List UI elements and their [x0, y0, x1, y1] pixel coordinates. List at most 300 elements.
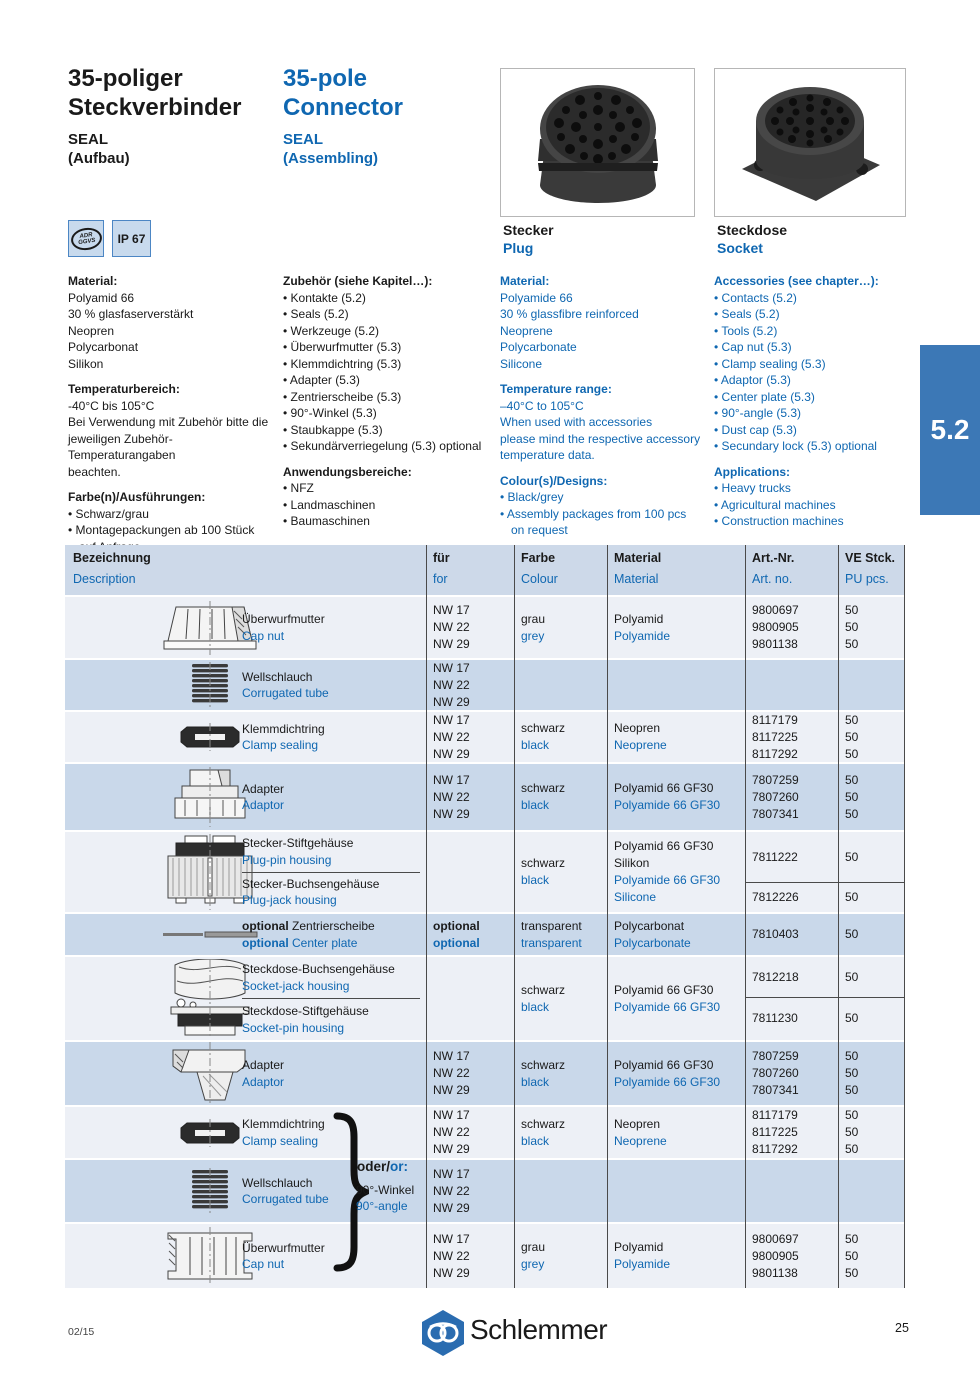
cell-artnr	[745, 1160, 838, 1222]
cell-material	[607, 597, 745, 658]
name-pair	[242, 669, 420, 702]
art-number: 9801138	[752, 1265, 798, 1280]
corrugated-tube-drawing	[175, 1168, 245, 1214]
art-group	[745, 712, 838, 763]
info-line: • Tools (5.2)	[714, 323, 778, 338]
item-name-en: Socket-pin housing	[242, 1020, 345, 1035]
ve-group	[838, 832, 905, 882]
cell-material	[607, 660, 745, 710]
plug-caption-de: Stecker	[503, 222, 554, 238]
info-line: Neoprene	[500, 323, 553, 338]
fuer-line: NW 22	[433, 677, 470, 692]
material-en: Polycarbonate	[614, 935, 691, 950]
col-ve	[838, 545, 905, 595]
art-number: 8117179	[752, 1108, 798, 1122]
or-label-de: oder/	[357, 1159, 391, 1174]
adr-ggvs-icon	[69, 225, 103, 251]
name-pair	[242, 1057, 420, 1090]
info-line: • 90°-Winkel (5.3)	[283, 406, 377, 420]
info-heading: Material:	[68, 274, 118, 288]
ve-group	[838, 1042, 905, 1105]
fuer-line: NW 29	[433, 806, 470, 821]
info-line: • Secundary lock (5.3) optional	[714, 439, 877, 453]
col-fuer-de: für	[433, 551, 450, 565]
fuer-line: NW 29	[433, 1200, 470, 1215]
or-label	[357, 1159, 408, 1174]
item-name-en: Clamp sealing	[242, 738, 319, 752]
info-line: 30 % glasfaserverstärkt	[68, 307, 194, 321]
cell-artnr	[745, 660, 838, 710]
material-en: Polyamide	[614, 628, 671, 643]
cell-artnr	[745, 957, 838, 1040]
cell-fuer	[426, 832, 514, 912]
info-line: • NFZ	[283, 481, 314, 495]
issue-date: 02/15	[68, 1326, 95, 1338]
section-tab-5-2	[920, 345, 980, 515]
art-group	[745, 1107, 838, 1158]
art-group	[745, 597, 838, 658]
cell-ve	[838, 957, 905, 1040]
cell-material	[607, 914, 745, 955]
col-material-de: Material	[614, 551, 662, 565]
art-number: 7807341	[752, 1083, 799, 1097]
cell-bezeichnung	[65, 1042, 426, 1105]
item-name-de: Klemmdichtring	[242, 721, 325, 736]
subtitle-en-1: SEAL	[283, 131, 324, 148]
cell-artnr	[745, 1042, 838, 1105]
info-line: • Assembly packages from 100 pcs	[500, 506, 687, 521]
pu-qty: 50	[845, 849, 859, 864]
info-heading: Zubehör (siehe Kapitel…):	[283, 274, 433, 288]
info-line: • Landmaschinen	[283, 497, 376, 512]
ve-group	[838, 597, 905, 658]
subtitle-de-2: (Aufbau)	[68, 150, 130, 167]
cell-material	[607, 957, 745, 1040]
cell-bezeichnung	[65, 1107, 426, 1158]
art-number: 8117292	[752, 746, 798, 761]
info-heading: Temperature range:	[500, 382, 612, 396]
fuer-line: NW 22	[433, 1125, 470, 1139]
ve-group	[838, 882, 905, 912]
table-header	[65, 545, 905, 595]
title-de-line1: 35-poliger	[68, 65, 183, 92]
info-line: • Agricultural machines	[714, 497, 836, 512]
cell-artnr	[745, 832, 838, 912]
cell-ve	[838, 660, 905, 710]
cell-fuer	[426, 914, 514, 955]
table-body	[65, 597, 905, 1288]
fuer-line: NW 22	[433, 729, 470, 744]
colour-de: transparent	[521, 918, 582, 933]
colour-de: schwarz	[521, 781, 566, 795]
fuer-line: NW 22	[433, 1066, 470, 1080]
plug-caption-en: Plug	[503, 240, 534, 256]
info-line: • Seals (5.2)	[283, 307, 349, 321]
info-line: Neopren	[68, 323, 115, 338]
cell-ve	[838, 1224, 905, 1288]
fuer-line: NW 29	[433, 1083, 470, 1097]
colour-de: schwarz	[521, 856, 566, 870]
col-divider	[838, 545, 839, 1288]
table-row	[65, 660, 905, 710]
socket-caption	[717, 221, 787, 257]
material-de: Polyamid 66 GF30	[614, 839, 714, 853]
item-name-en: Clamp sealing	[242, 1133, 319, 1148]
item-name-en: Adaptor	[242, 798, 285, 812]
info-line: • Baumaschinen	[283, 514, 370, 528]
cell-ve	[838, 712, 905, 762]
name-pair	[242, 873, 420, 913]
info-line: • Contacts (5.2)	[714, 290, 797, 305]
cell-farbe	[514, 1107, 607, 1158]
cell-ve	[838, 1107, 905, 1158]
table-row	[65, 597, 905, 658]
cell-fuer	[426, 1224, 514, 1288]
material-en: Neoprene	[614, 1133, 667, 1148]
pu-qty: 50	[845, 1265, 859, 1280]
info-line: • Überwurfmutter (5.3)	[283, 340, 402, 354]
ip67-text: IP 67	[117, 231, 146, 246]
info-line: jeweiligen Zubehör-Temperaturangaben	[68, 431, 176, 462]
art-number: 7812218	[752, 969, 799, 984]
info-line: • Cap nut (5.3)	[714, 340, 792, 354]
cell-bezeichnung	[65, 1224, 426, 1288]
info-line: • Heavy trucks	[714, 481, 791, 495]
fuer-line: optional	[433, 935, 480, 950]
item-name-de: Stecker-Stiftgehäuse	[242, 836, 354, 851]
cell-artnr	[745, 1107, 838, 1158]
cell-artnr	[745, 712, 838, 762]
info-heading: Farbe(n)/Ausführungen:	[68, 490, 206, 504]
cell-farbe	[514, 1042, 607, 1105]
colour-en: black	[521, 738, 550, 752]
material-en: Polyamide 66 GF30	[614, 1074, 721, 1089]
ve-group	[838, 997, 905, 1040]
item-name-de: optional Zentrierscheibe	[242, 919, 375, 933]
colour-de: schwarz	[521, 982, 566, 997]
item-name-en: Cap nut	[242, 1257, 285, 1271]
cell-fuer	[426, 764, 514, 830]
col-material	[607, 545, 745, 595]
table-row	[65, 1042, 905, 1105]
pu-qty: 50	[845, 1011, 859, 1025]
col-ve-en: PU pcs.	[845, 572, 889, 586]
item-name-de: Wellschlauch	[242, 1175, 313, 1190]
pu-qty: 50	[845, 1108, 859, 1122]
table-row	[65, 1224, 905, 1288]
fuer-line: NW 29	[433, 746, 470, 761]
fuer-line: NW 17	[433, 712, 470, 727]
table-row	[65, 832, 905, 912]
info-line: • Adapter (5.3)	[283, 373, 360, 387]
item-name-de: Adapter	[242, 1058, 285, 1072]
info-heading: Material:	[500, 274, 550, 288]
art-number: 9801138	[752, 637, 798, 651]
pu-qty: 50	[845, 746, 859, 761]
cell-farbe	[514, 1224, 607, 1288]
cell-ve	[838, 914, 905, 955]
item-names	[242, 660, 420, 710]
ve-group	[838, 1224, 905, 1288]
info-accessories-en	[714, 273, 916, 530]
fuer-line: NW 17	[433, 603, 470, 617]
info-line: • Staubkappe (5.3)	[283, 422, 383, 437]
pu-qty: 50	[845, 1049, 859, 1063]
material-de: Polycarbonat	[614, 918, 685, 933]
page-title-en	[283, 64, 403, 168]
art-number: 9800697	[752, 1231, 799, 1246]
item-name-en: Corrugated tube	[242, 1192, 329, 1206]
pu-qty: 50	[845, 1231, 859, 1246]
art-number: 8117225	[752, 729, 798, 744]
fuer-line: NW 29	[433, 694, 470, 709]
material-en: Polyamide 66 GF30	[614, 798, 721, 812]
cell-material	[607, 1160, 745, 1222]
item-names	[242, 1042, 420, 1105]
art-number: 9800697	[752, 603, 799, 617]
name-pair	[242, 781, 420, 814]
colour-en: transparent	[521, 935, 582, 950]
col-artnr-en: Art. no.	[752, 572, 793, 586]
info-heading: Accessories (see chapter…):	[714, 274, 879, 288]
fuer-line: NW 22	[433, 620, 470, 634]
colour-en: black	[521, 798, 550, 812]
plug-photo	[500, 68, 695, 217]
subtitle-de-1: SEAL	[68, 131, 109, 148]
fuer-line: NW 17	[433, 772, 470, 787]
art-group	[745, 764, 838, 830]
art-number: 7807260	[752, 1066, 799, 1080]
art-number: 9800905	[752, 1248, 799, 1263]
info-heading: Applications:	[714, 464, 791, 479]
info-line: Polyamid 66	[68, 290, 135, 305]
material-en: Neoprene	[614, 738, 667, 752]
art-number: 9800905	[752, 620, 799, 634]
cell-bezeichnung	[65, 764, 426, 830]
art-group	[745, 997, 838, 1040]
or-label-en: or:	[390, 1159, 409, 1174]
info-line: • Schwarz/grau	[68, 506, 149, 521]
pu-qty: 50	[845, 729, 859, 744]
corrugated-tube-drawing	[175, 662, 245, 708]
cell-farbe	[514, 957, 607, 1040]
info-line: • Adaptor (5.3)	[714, 373, 791, 387]
info-line: Polyamide 66	[500, 290, 573, 305]
cell-farbe	[514, 764, 607, 830]
cell-farbe	[514, 660, 607, 710]
item-name-de: Steckdose-Stiftgehäuse	[242, 1004, 369, 1018]
colour-en: grey	[521, 1257, 545, 1271]
pu-qty: 50	[845, 712, 859, 727]
col-fuer	[426, 545, 514, 595]
item-name-en: Corrugated tube	[242, 686, 329, 700]
col-divider	[607, 545, 608, 1288]
fuer-line: NW 22	[433, 1183, 470, 1198]
pu-qty: 50	[845, 889, 859, 904]
item-names	[242, 712, 420, 762]
colour-en: grey	[521, 628, 545, 643]
info-line: When used with accessories	[500, 415, 653, 429]
table-row	[65, 764, 905, 830]
colour-en: black	[521, 873, 550, 887]
fuer-line: NW 22	[433, 789, 470, 804]
cell-material	[607, 1042, 745, 1105]
info-line: • Center plate (5.3)	[714, 389, 815, 404]
cell-bezeichnung	[65, 914, 426, 955]
art-number: 7812226	[752, 889, 799, 904]
info-line: please mind the respective accessory	[500, 431, 701, 446]
table-row	[65, 712, 905, 762]
info-line: Bei Verwendung mit Zubehör bitte die	[68, 415, 269, 429]
info-heading: Anwendungsbereiche:	[283, 464, 412, 479]
page-number: 25	[895, 1321, 909, 1335]
pu-qty: 50	[845, 1248, 859, 1263]
title-en-line2: Connector	[283, 94, 403, 121]
material-en: Silicone	[614, 890, 657, 904]
name-pair	[242, 957, 420, 998]
cell-artnr	[745, 1224, 838, 1288]
info-line: • Sekundärverriegelung (5.3) optional	[283, 439, 482, 453]
table-right-edge	[904, 545, 905, 1288]
material-de: Polyamid	[614, 611, 664, 626]
pu-qty: 50	[845, 1066, 859, 1080]
ve-group	[838, 914, 905, 955]
col-farbe-de: Farbe	[521, 551, 556, 565]
cell-artnr	[745, 914, 838, 955]
cell-ve	[838, 832, 905, 912]
info-line: Polycarbonat	[68, 340, 139, 354]
item-name-de: Überwurfmutter	[242, 612, 325, 626]
info-line: • Dust cap (5.3)	[714, 422, 797, 437]
material-de: Silikon	[614, 856, 650, 870]
cell-farbe	[514, 712, 607, 762]
material-de: Polyamid 66 GF30	[614, 781, 714, 795]
art-number: 7811222	[752, 849, 798, 864]
info-line: Silikon	[68, 356, 104, 371]
pu-qty: 50	[845, 637, 859, 651]
table-row	[65, 1160, 905, 1222]
material-de: Polyamid 66 GF30	[614, 982, 714, 997]
info-heading: Temperaturbereich:	[68, 382, 180, 396]
material-de: Neopren	[614, 1116, 661, 1131]
socket-caption-en: Socket	[717, 240, 763, 256]
name-pair	[242, 721, 420, 754]
pu-qty: 50	[845, 969, 859, 984]
cell-ve	[838, 1160, 905, 1222]
info-line: • Kontakte (5.2)	[283, 290, 366, 305]
art-group	[745, 1224, 838, 1288]
plug-caption	[503, 221, 554, 257]
fuer-line: NW 17	[433, 1049, 470, 1063]
item-name-en: Plug-jack housing	[242, 893, 337, 908]
fuer-line: NW 17	[433, 660, 470, 675]
name-pair	[242, 999, 420, 1040]
material-en: Polyamide 66 GF30	[614, 999, 721, 1014]
cell-material	[607, 712, 745, 762]
colour-en: black	[521, 999, 550, 1014]
item-names	[242, 832, 420, 912]
item-name-en: Adaptor	[242, 1074, 285, 1089]
socket-photo	[714, 68, 906, 217]
info-accessories-de	[283, 273, 495, 530]
art-number: 7807341	[752, 806, 799, 821]
item-name-en: Plug-pin housing	[242, 852, 332, 867]
fuer-line: NW 29	[433, 637, 470, 651]
art-group	[745, 832, 838, 882]
info-line: • 90°-angle (5.3)	[714, 406, 802, 420]
name-pair	[242, 611, 420, 644]
colour-en: black	[521, 1133, 550, 1148]
art-number: 7807260	[752, 789, 799, 804]
col-farbe-en: Colour	[521, 572, 558, 586]
fuer-line: NW 29	[433, 1265, 470, 1280]
ve-group	[838, 712, 905, 763]
pu-qty: 50	[845, 620, 859, 634]
cell-material	[607, 764, 745, 830]
product-table	[65, 545, 905, 1288]
col-divider	[745, 545, 746, 1288]
fuer-line: NW 29	[433, 1142, 470, 1156]
col-ve-de: VE Stck.	[845, 551, 896, 565]
art-number: 7807259	[752, 772, 799, 787]
cell-artnr	[745, 764, 838, 830]
pu-qty: 50	[845, 806, 859, 821]
ip67-badge	[112, 220, 151, 257]
info-line: • Clamp sealing (5.3)	[714, 356, 826, 371]
pu-qty: 50	[845, 772, 859, 787]
cell-bezeichnung	[65, 712, 426, 762]
col-material-en: Material	[614, 572, 659, 586]
name-pair	[242, 918, 420, 951]
ggvs-text: GGVS	[77, 237, 96, 246]
page-title-de	[68, 64, 241, 168]
fuer-line: NW 17	[433, 1108, 470, 1122]
adr-text: ADR	[78, 231, 93, 240]
cell-material	[607, 1107, 745, 1158]
cell-ve	[838, 764, 905, 830]
cell-material	[607, 1224, 745, 1288]
brand-name: Schlemmer	[470, 1314, 608, 1345]
info-line: • Klemmdichtring (5.3)	[283, 356, 402, 371]
pu-qty: 50	[845, 789, 859, 804]
art-number: 8117292	[752, 1142, 798, 1156]
material-de: Neopren	[614, 721, 661, 735]
section-tab-label: 5.2	[930, 414, 970, 445]
material-de: Polyamid	[614, 1240, 664, 1254]
item-names	[242, 957, 420, 1040]
colour-en: black	[521, 1074, 550, 1089]
table-row	[65, 957, 905, 1040]
info-line: –40°C to 105°C	[500, 398, 584, 413]
item-name-en: Socket-jack housing	[242, 978, 350, 993]
cell-fuer	[426, 660, 514, 710]
col-artnr-de: Art.-Nr.	[752, 551, 795, 565]
fuer-line: NW 17	[433, 1166, 470, 1181]
art-number: 7811230	[752, 1011, 798, 1025]
colour-de: schwarz	[521, 1116, 566, 1131]
ve-group	[838, 764, 905, 830]
cell-farbe	[514, 832, 607, 912]
cell-farbe	[514, 914, 607, 955]
material-de: Polyamid 66 GF30	[614, 1057, 714, 1072]
cell-ve	[838, 597, 905, 658]
art-group	[745, 882, 838, 912]
col-bezeichnung	[65, 545, 426, 595]
info-line: Silicone	[500, 356, 543, 371]
adr-ggvs-badge	[68, 220, 104, 257]
ve-group	[838, 957, 905, 997]
col-farbe	[514, 545, 607, 595]
